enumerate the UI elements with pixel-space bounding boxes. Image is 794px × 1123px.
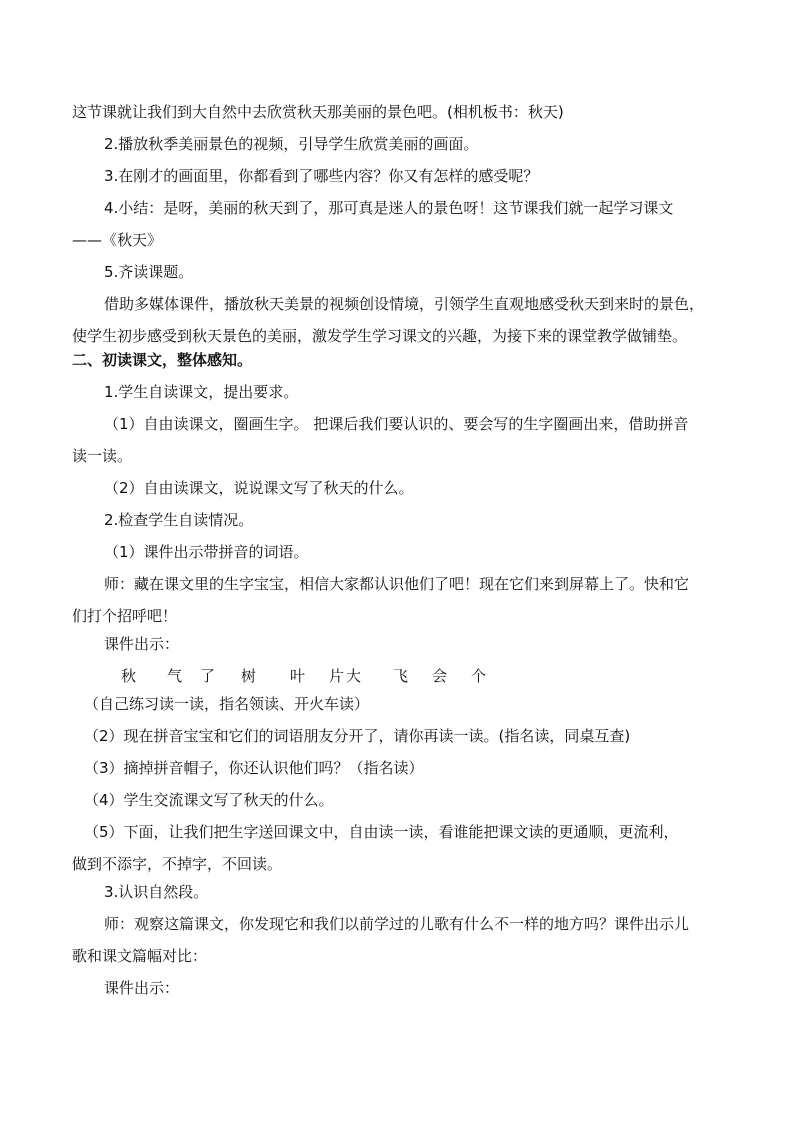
paragraph-line: 歌和课文篇幅对比： xyxy=(72,947,208,965)
character-row xyxy=(0,666,794,686)
paragraph-line: 2.检查学生自读情况。 xyxy=(104,511,254,529)
paragraph-line: 2.播放秋季美丽景色的视频，引导学生欣赏美丽的画面。 xyxy=(104,135,479,153)
paragraph-line: 5.齐读课题。 xyxy=(104,263,194,281)
character-item: 气 xyxy=(167,667,183,685)
paragraph-line: 4.小结：是呀，美丽的秋天到了，那可真是迷人的景色呀！这节课我们就一起学习课文 xyxy=(104,199,674,217)
paragraph-line: （2）现在拼音宝宝和它们的词语朋友分开了，请你再读一读。(指名读，同桌互查) xyxy=(84,727,631,745)
paragraph-line: 读一读。 xyxy=(72,447,133,465)
paragraph-line: 1.学生自读课文，提出要求。 xyxy=(104,383,299,401)
paragraph-line: ——《秋天》 xyxy=(72,231,163,249)
character-item: 个 xyxy=(471,667,487,685)
paragraph-line: 使学生初步感受到秋天景色的美丽，激发学生学习课文的兴趣，为接下来的课堂教学做铺垫。 xyxy=(72,327,688,345)
paragraph-line: 3.认识自然段。 xyxy=(104,883,209,901)
paragraph-line: 课件出示： xyxy=(104,635,180,653)
paragraph-line: （5）下面，让我们把生字送回课文中，自由读一读，看谁能把课文读的更通顺，更流利， xyxy=(84,823,679,841)
paragraph-line: 3.在刚才的画面里，你都看到了哪些内容？你又有怎样的感受呢？ xyxy=(104,167,539,185)
character-item: 了 xyxy=(200,667,216,685)
paragraph-line: （3）摘掉拼音帽子，你还认识他们吗？（指名读） xyxy=(84,759,424,777)
paragraph-line: 借助多媒体课件，播放秋天美景的视频创设情境，引领学生直观地感受秋天到来时的景色， xyxy=(104,295,705,313)
paragraph-line: 课件出示： xyxy=(104,979,180,997)
character-item: 飞 xyxy=(393,667,409,685)
section-heading: 二、初读课文，整体感知。 xyxy=(72,351,253,369)
paragraph-line: 这节课就让我们到大自然中去欣赏秋天那美丽的景色吧。(相机板书：秋天) xyxy=(72,103,564,121)
paragraph-line: 师：藏在课文里的生字宝宝，相信大家都认识他们了吧！现在它们来到屏幕上了。快和它 xyxy=(104,575,690,593)
paragraph-line: （1）课件出示带拼音的词语。 xyxy=(104,543,309,561)
character-item: 片 xyxy=(329,667,345,685)
paragraph-line: （2）自由读课文，说说课文写了秋天的什么。 xyxy=(104,479,414,497)
paragraph-line: （自己练习读一读，指名领读、开火车读） xyxy=(84,695,370,713)
paragraph-line: 做到不添字，不掉字，不回读。 xyxy=(72,855,283,873)
character-item: 大 xyxy=(346,667,362,685)
character-item: 秋 xyxy=(121,667,137,685)
paragraph-line: 们打个招呼吧！ xyxy=(72,607,178,625)
character-item: 叶 xyxy=(290,667,306,685)
paragraph-line: （4）学生交流课文写了秋天的什么。 xyxy=(84,791,334,809)
paragraph-line: 师：观察这篇课文，你发现它和我们以前学过的儿歌有什么不一样的地方吗？课件出示儿 xyxy=(104,915,690,933)
character-item: 会 xyxy=(432,667,448,685)
paragraph-line: （1）自由读课文，圈画生字。 把课后我们要认识的、要会写的生字圈画出来，借助拼音 xyxy=(104,415,689,433)
character-item: 树 xyxy=(241,667,257,685)
